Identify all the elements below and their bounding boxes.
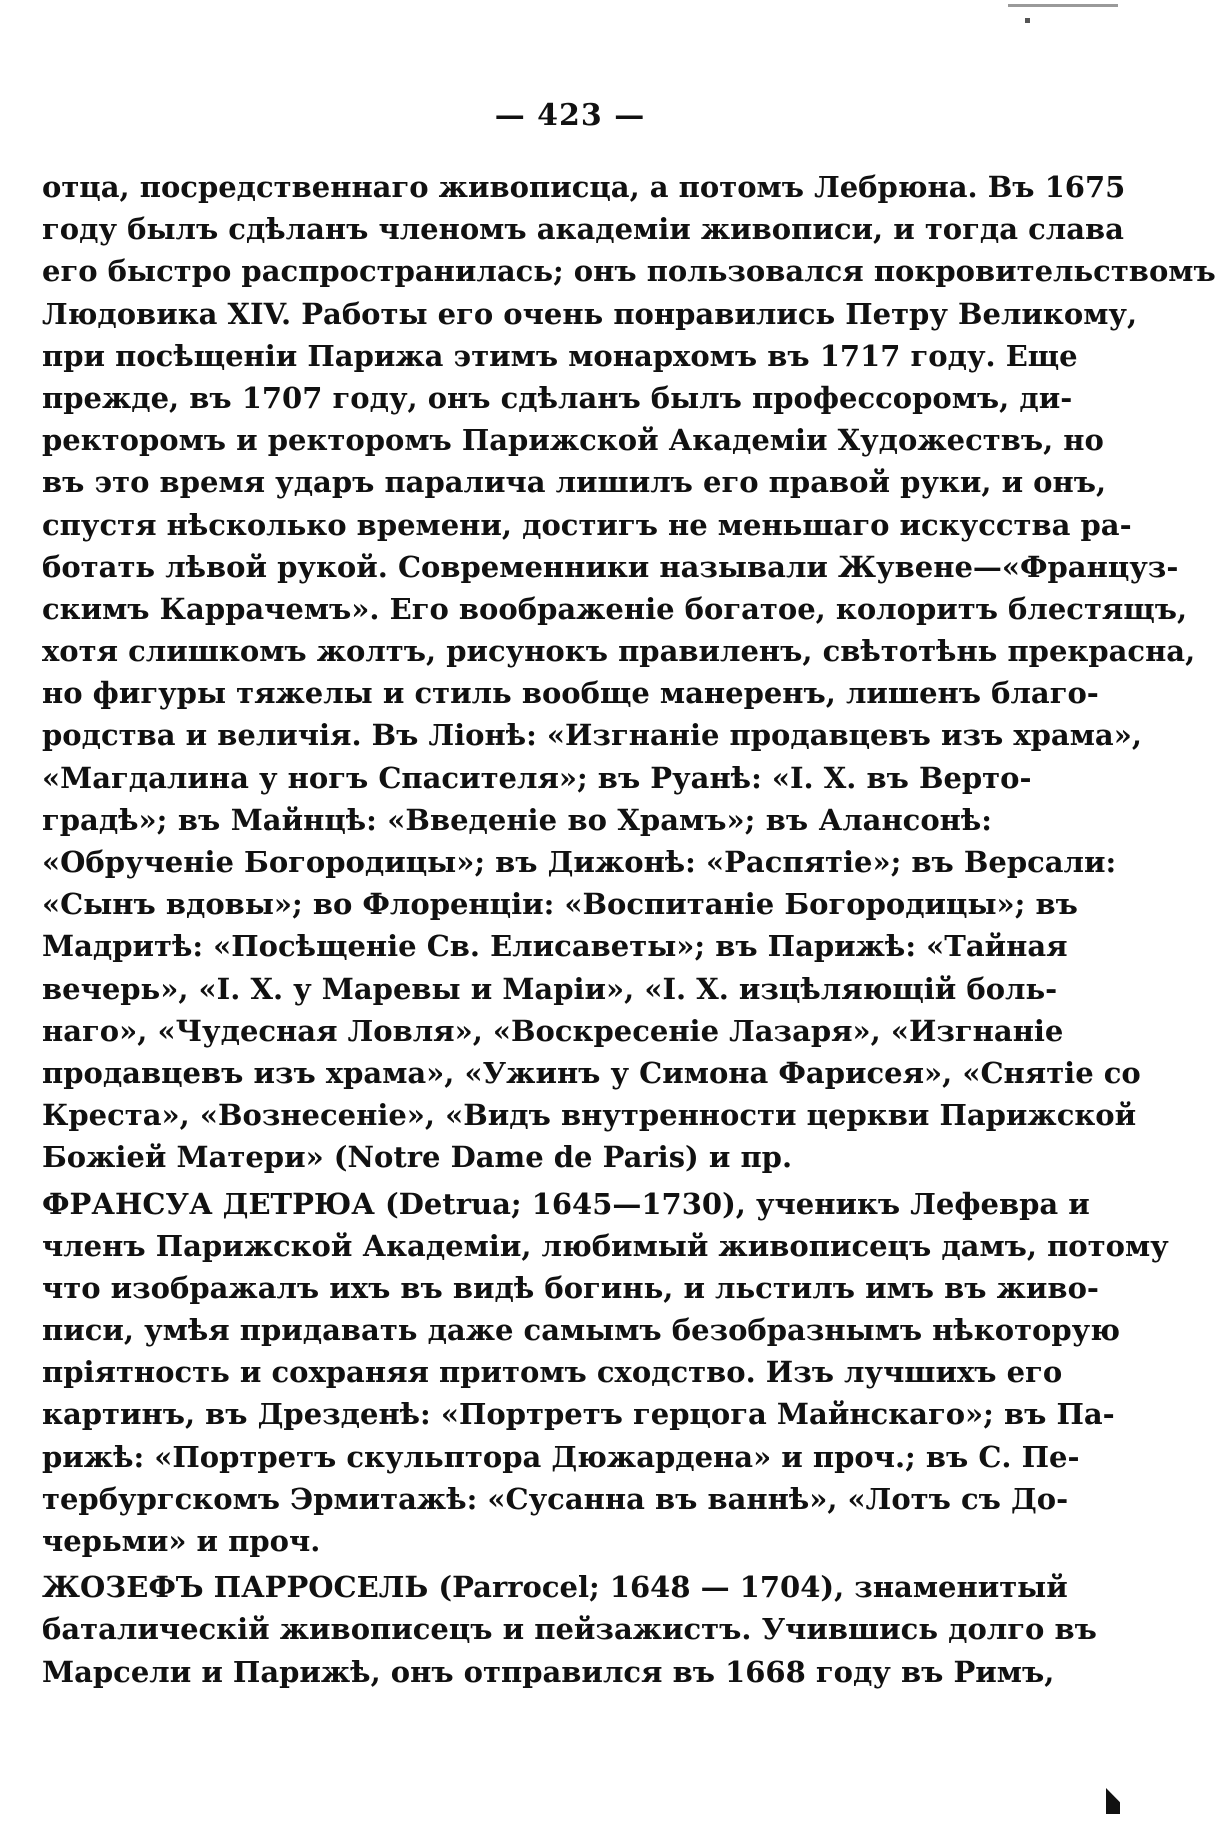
text-line: Людовика XIV. Работы его очень понравились Петру Великому, xyxy=(42,296,1138,331)
text-line: «Обрученіе Богородицы»; въ Дижонѣ: «Распятіе»; въ Версали: xyxy=(42,845,1117,879)
text-line: ЖОЗЕФЪ ПАРРОСЕЛЬ (Parrocel; 1648 — 1704), знаменитый xyxy=(42,1570,1068,1605)
text-line: Божіей Матери» (Notre Dame de Paris) и пр. xyxy=(42,1140,793,1175)
text-line: прежде, въ 1707 году, онъ сдѣланъ былъ профессоромъ, ди- xyxy=(42,380,1073,415)
text-line: Марсели и Парижѣ, онъ отправился въ 1668 году въ Римъ, xyxy=(42,1654,1055,1689)
text-line: родства и величія. Въ Ліонѣ: «Изгнаніе продавцевъ изъ храма», xyxy=(42,718,1142,753)
text-line: Мадритѣ: «Посѣщеніе Св. Елисаветы»; въ Парижѣ: «Тайная xyxy=(42,929,1068,964)
text-line: писи, умѣя придавать даже самымъ безобразнымъ нѣкоторую xyxy=(42,1313,1120,1348)
text-line: наго», «Чудесная Ловля», «Воскресеніе Лазаря», «Изгнаніе xyxy=(42,1013,1064,1048)
paragraph xyxy=(42,166,1216,1179)
text-line: въ это время ударъ паралича лишилъ его правой руки, и онъ, xyxy=(42,465,1107,500)
text-line: ботать лѣвой рукой. Современники называли Жувене—«Француз- xyxy=(42,549,1179,584)
text-line: хотя слишкомъ жолтъ, рисунокъ правиленъ, свѣтотѣнь прекрасна, xyxy=(42,634,1196,669)
text-line: градѣ»; въ Майнцѣ: «Введеніе во Храмъ»; въ Алансонѣ: xyxy=(42,802,992,837)
text-line: черьми» и проч. xyxy=(42,1524,321,1558)
text-line: Креста», «Вознесеніе», «Видъ внутренности церкви Парижской xyxy=(42,1098,1137,1133)
text-line: но фигуры тяжелы и стиль вообще манеренъ, лишенъ благо- xyxy=(42,676,1099,711)
text-line: отца, посредственнаго живописца, а потомъ Лебрюна. Въ 1675 xyxy=(42,170,1126,204)
text-line: баталическій живописецъ и пейзажистъ. Учившись долго въ xyxy=(42,1612,1097,1647)
text-line: вечерь», «І. Х. у Маревы и Маріи», «І. Х. изцѣляющій боль- xyxy=(42,971,1058,1006)
text-line: тербургскомъ Эрмитажѣ: «Сусанна въ ваннѣ», «Лотъ съ До- xyxy=(42,1481,1069,1516)
text-line: его быстро распространилась; онъ пользовался покровительствомъ xyxy=(42,254,1216,289)
text-line: году былъ сдѣланъ членомъ академіи живописи, и тогда слава xyxy=(42,212,1124,247)
text-line: продавцевъ изъ храма», «Ужинъ у Симона Фарисея», «Снятіе со xyxy=(42,1055,1141,1090)
scan-dot-mark xyxy=(1025,18,1030,23)
text-line: картинъ, въ Дрезденѣ: «Портретъ герцога Майнскаго»; въ Па- xyxy=(42,1397,1115,1432)
text-line: скимъ Каррачемъ». Его воображеніе богатое, колоритъ блестящъ, xyxy=(42,591,1188,626)
text-line: ФРАНСУА ДЕТРЮА (Detrua; 1645—1730), ученикъ Лефевра и xyxy=(42,1186,1090,1221)
page-corner-mark xyxy=(1106,1788,1120,1814)
text-line: что изображалъ ихъ въ видѣ богинь, и льстилъ имъ въ живо- xyxy=(42,1270,1099,1305)
text-line: ректоромъ и ректоромъ Парижской Академіи Художествъ, но xyxy=(42,423,1104,458)
scan-edge-mark xyxy=(1008,4,1118,7)
text-line: спустя нѣсколько времени, достигъ не меньшаго искусства ра- xyxy=(42,507,1132,542)
text-line: пріятность и сохраняя притомъ сходство. Изъ лучшихъ его xyxy=(42,1355,1063,1390)
text-line: «Сынъ вдовы»; во Флоренціи: «Воспитаніе Богородицы»; въ xyxy=(42,887,1078,922)
body-text xyxy=(42,166,1216,1693)
paragraph xyxy=(42,1183,1169,1563)
paragraph xyxy=(42,1566,1097,1693)
text-line: «Магдалина у ногъ Спасителя»; въ Руанѣ: «І. Х. въ Верто- xyxy=(42,760,1032,795)
text-line: при посѣщеніи Парижа этимъ монархомъ въ 1717 году. Еще xyxy=(42,338,1078,373)
text-line: членъ Парижской Академіи, любимый живописецъ дамъ, потому xyxy=(42,1228,1169,1263)
text-line: рижѣ: «Портретъ скульптора Дюжардена» и проч.; въ С. Пе- xyxy=(42,1439,1080,1474)
page-number: — 423 — xyxy=(494,98,646,133)
